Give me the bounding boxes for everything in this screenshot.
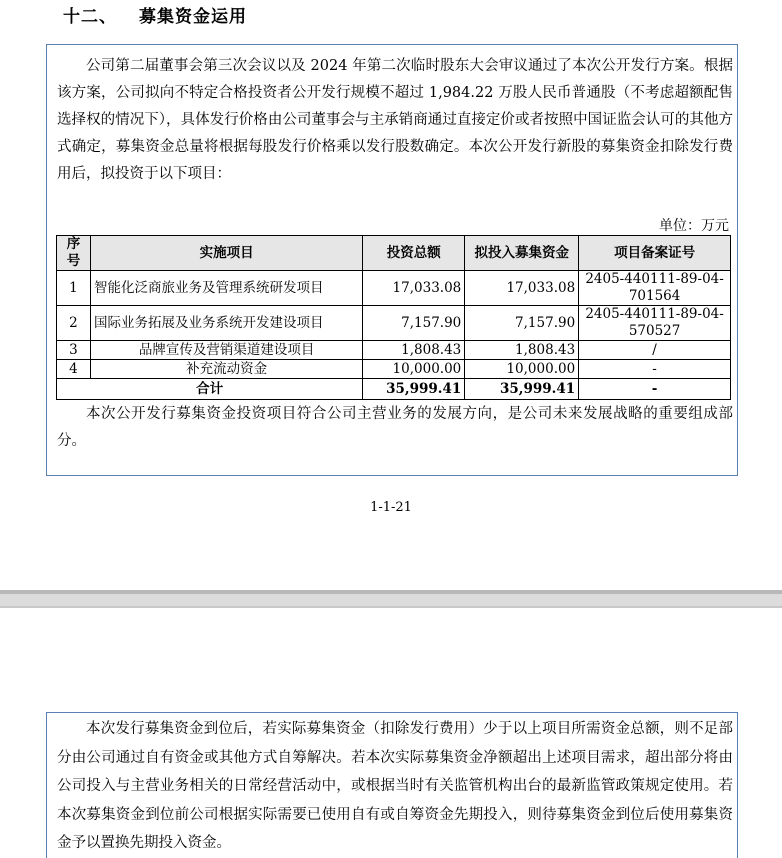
page-separator-bottom <box>0 606 782 608</box>
row-raised: 7,157.90 <box>465 306 579 341</box>
page-number: 1-1-21 <box>370 500 412 515</box>
row-no: 1 <box>57 271 91 306</box>
row-project: 品牌宣传及营销渠道建设项目 <box>90 341 362 360</box>
row-total: 7,157.90 <box>363 306 465 341</box>
header-no: 序号 <box>57 236 91 271</box>
header-raised: 拟投入募集资金 <box>465 236 579 271</box>
row-no: 3 <box>57 341 91 360</box>
row-project: 智能化泛商旅业务及管理系统研发项目 <box>90 271 362 306</box>
table-row <box>57 271 731 306</box>
header-code: 项目备案证号 <box>579 236 731 271</box>
header-project: 实施项目 <box>90 236 362 271</box>
next-page-paragraph: 本次发行募集资金到位后，若实际募集资金（扣除发行费用）少于以上项目所需资金总额，则不足部分由公司通过自有资金或其他方式自筹解决。若本次实际募集资金净额超出上述项目需求，超出部分将由公司投入与主营业务相关的日常经营活动中，或根据当时有关监管机构出台的最新监管政策规定使用。若本次募集资金到位前公司根据实际需要已使用自有或自筹资金先期投入，则待募集资金到位后使用募集资金予以置换先期投入资金。 <box>57 721 733 851</box>
total-raised: 35,999.41 <box>465 379 579 400</box>
table-total-row <box>57 379 731 400</box>
after-table-paragraph: 本次公开发行募集资金投资项目符合公司主营业务的发展方向，是公司未来发展战略的重要组成部分。 <box>57 406 733 449</box>
total-label: 合计 <box>57 379 363 400</box>
table-header-row <box>57 236 731 271</box>
row-project: 国际业务拓展及业务系统开发建设项目 <box>90 306 362 341</box>
table-row <box>57 306 731 341</box>
row-no: 2 <box>57 306 91 341</box>
next-page-frame <box>46 712 738 858</box>
total-amount: 35,999.41 <box>363 379 465 400</box>
content-frame <box>46 44 738 476</box>
row-no: 4 <box>57 360 91 379</box>
row-code: / <box>579 341 731 360</box>
section-title: 募集资金运用 <box>139 7 247 27</box>
row-total: 1,808.43 <box>363 341 465 360</box>
fund-use-table <box>56 235 731 400</box>
row-project: 补充流动资金 <box>90 360 362 379</box>
row-raised: 17,033.08 <box>465 271 579 306</box>
row-total: 17,033.08 <box>363 271 465 306</box>
row-code: 2405-440111-89-04-701564 <box>579 271 731 306</box>
total-code: - <box>579 379 731 400</box>
row-total: 10,000.00 <box>363 360 465 379</box>
row-code: - <box>579 360 731 379</box>
row-raised: 10,000.00 <box>465 360 579 379</box>
table-row <box>57 341 731 360</box>
table-row <box>57 360 731 379</box>
row-code: 2405-440111-89-04-570527 <box>579 306 731 341</box>
table-unit: 单位：万元 <box>659 218 729 234</box>
section-number: 十二、 <box>63 7 117 27</box>
header-total: 投资总额 <box>363 236 465 271</box>
section-heading <box>63 2 247 27</box>
page-gap <box>0 594 782 606</box>
row-raised: 1,808.43 <box>465 341 579 360</box>
intro-paragraph: 公司第二届董事会第三次会议以及 2024 年第二次临时股东大会审议通过了本次公开发行方案。根据该方案，公司拟向不特定合格投资者公开发行规模不超过 1,984.22 万股人民币普通股（不考虑超额配售选择权的情况下），具体发行价格由公司董事会与主承销商通过直接定价或者按照中国证监会认可的其他方式确定，募集资金总量将根据每股发行价格乘以发行股数确定。本次公开发行新股的募集资金扣除发行费用后，拟投资于以下项目： <box>57 58 733 182</box>
